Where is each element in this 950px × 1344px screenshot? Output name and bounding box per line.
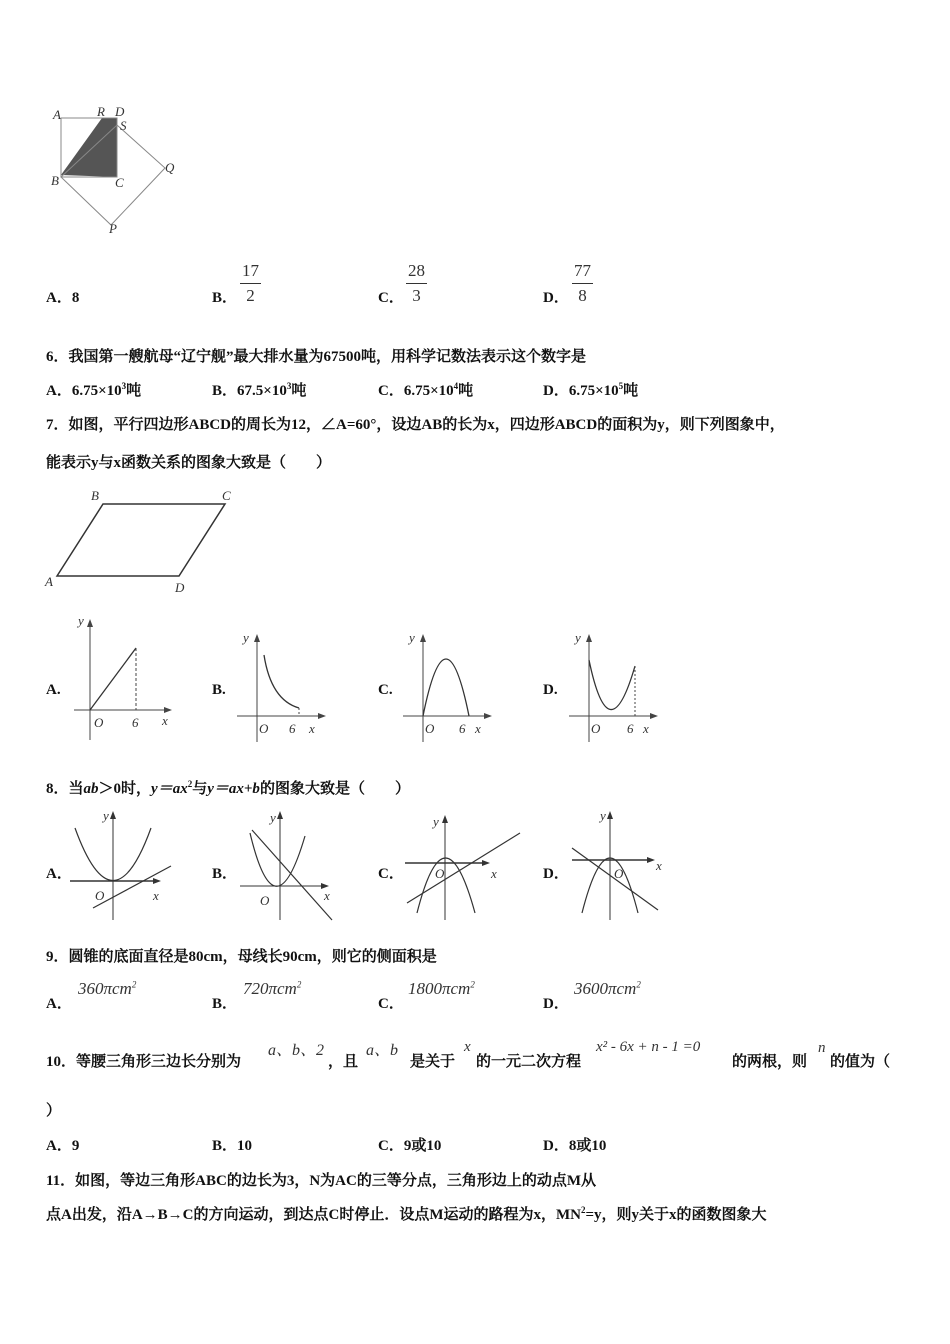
svg-text:x: x bbox=[491, 866, 497, 881]
q10-option-b[interactable]: B．10 bbox=[212, 1138, 253, 1154]
q7-graph-b[interactable] bbox=[237, 630, 332, 745]
svg-text:y: y bbox=[575, 630, 581, 645]
svg-text:C: C bbox=[222, 488, 231, 503]
q9-option-c-letter[interactable]: C． bbox=[378, 996, 404, 1012]
q5-figure bbox=[45, 105, 185, 240]
svg-text:O: O bbox=[591, 721, 601, 736]
svg-text:D: D bbox=[115, 104, 125, 119]
q5-option-b-fraction: $\frac{17}{2}$ bbox=[242, 261, 259, 305]
svg-text:C: C bbox=[115, 175, 124, 190]
svg-text:x: x bbox=[643, 721, 649, 736]
svg-text:D: D bbox=[175, 580, 185, 595]
svg-text:A: A bbox=[45, 574, 53, 589]
q10-stem-p1: 10．等腰三角形三边长分别为 bbox=[46, 1054, 242, 1070]
q10-math-ab: a、b bbox=[366, 1042, 399, 1059]
svg-text:x: x bbox=[162, 713, 168, 728]
q8-stem: 8．当ab＞0时，$y=ax^2$与y＝ax+b的图象大致是（ ） bbox=[46, 779, 410, 797]
q10-option-a[interactable]: A．9 bbox=[46, 1138, 80, 1154]
q7-parallelogram-figure bbox=[45, 488, 240, 598]
svg-text:O: O bbox=[259, 721, 269, 736]
q9-stem: 9．圆锥的底面直径是80cm，母线长90cm，则它的侧面积是 bbox=[46, 949, 437, 965]
q8-graph-d[interactable] bbox=[570, 808, 670, 923]
q7-graph-a[interactable] bbox=[70, 615, 175, 745]
q9-option-d-value: 3600πcm$^2$ bbox=[574, 979, 641, 998]
svg-text:B: B bbox=[91, 488, 99, 503]
q10-stem-p6: 的值为（ bbox=[830, 1054, 891, 1070]
q9-option-a-letter[interactable]: A． bbox=[46, 996, 72, 1012]
q5-option-c-letter[interactable]: C． bbox=[378, 290, 404, 306]
svg-text:y: y bbox=[409, 630, 415, 645]
q10-stem-close: ） bbox=[46, 1103, 62, 1119]
q7-option-b-label[interactable]: B. bbox=[212, 682, 226, 698]
q9-option-d-letter[interactable]: D． bbox=[543, 996, 569, 1012]
q8-option-d-label[interactable]: D． bbox=[543, 866, 569, 882]
q8-option-b-label[interactable]: B． bbox=[212, 866, 238, 882]
q7-option-d-label[interactable]: D. bbox=[543, 682, 558, 698]
svg-text:6: 6 bbox=[459, 721, 466, 736]
q10-math-x: x bbox=[464, 1039, 471, 1055]
svg-text:6: 6 bbox=[627, 721, 634, 736]
q7-graph-d[interactable] bbox=[569, 630, 664, 745]
q5-option-d-fraction: $\frac{77}{8}$ bbox=[574, 261, 591, 305]
svg-text:S: S bbox=[120, 118, 127, 133]
q7-stem-line2: 能表示y与x函数关系的图象大致是（ ） bbox=[46, 455, 332, 471]
q5-option-c-fraction: $\frac{28}{3}$ bbox=[408, 261, 425, 305]
q8-graph-c[interactable] bbox=[405, 808, 525, 923]
q7-option-c-label[interactable]: C. bbox=[378, 682, 393, 698]
svg-text:O: O bbox=[614, 866, 624, 881]
q7-stem-line1: 7．如图，平行四边形ABCD的周长为12，∠A=60°，设边AB的长为x，四边形ABCD的面积为y，则下列图象中， bbox=[46, 417, 785, 433]
svg-text:y: y bbox=[433, 814, 439, 829]
q7-graph-c[interactable] bbox=[403, 630, 498, 745]
q11-stem-line1: 11．如图，等边三角形ABC的边长为3，N为AC的三等分点，三角形边上的动点M从 bbox=[46, 1173, 597, 1189]
q5-option-b-letter[interactable]: B． bbox=[212, 290, 238, 306]
q8-graph-b[interactable] bbox=[240, 808, 345, 923]
q11-stem-line2: 点A出发，沿A→B→C的方向运动，到达点C时停止．设点M运动的路程为x，$MN^2=y$，则y关于x的函数图象大 bbox=[46, 1205, 767, 1223]
q10-option-d[interactable]: D．8或10 bbox=[543, 1138, 607, 1154]
q9-option-c-value: 1800πcm$^2$ bbox=[408, 979, 475, 998]
q10-math-n: n bbox=[818, 1040, 826, 1056]
svg-text:B: B bbox=[51, 173, 59, 188]
svg-text:y: y bbox=[78, 613, 84, 628]
svg-text:Q: Q bbox=[165, 160, 175, 175]
svg-text:O: O bbox=[435, 866, 445, 881]
q10-stem-p2: ，且 bbox=[328, 1054, 359, 1070]
q10-option-c[interactable]: C．9或10 bbox=[378, 1138, 442, 1154]
q6-option-b[interactable]: B．$67.5\times 10^3$吨 bbox=[212, 381, 307, 399]
svg-text:x: x bbox=[309, 721, 315, 736]
svg-text:O: O bbox=[95, 888, 105, 903]
q8-option-a-label[interactable]: A． bbox=[46, 866, 72, 882]
svg-text:y: y bbox=[103, 808, 109, 823]
svg-text:x: x bbox=[153, 888, 159, 903]
q9-option-b-letter[interactable]: B． bbox=[212, 996, 238, 1012]
option-value: 8 bbox=[71, 290, 80, 306]
q5-option-d-letter[interactable]: D． bbox=[543, 290, 569, 306]
svg-text:y: y bbox=[600, 808, 606, 823]
q9-option-b-value: 720πcm$^2$ bbox=[243, 979, 302, 998]
q10-math-sides: a、b、2 bbox=[268, 1042, 325, 1059]
svg-text:A: A bbox=[53, 107, 61, 122]
q10-math-equation: x² - 6x + n - 1 =0 bbox=[596, 1039, 701, 1055]
svg-text:y: y bbox=[270, 810, 276, 825]
svg-text:O: O bbox=[260, 893, 270, 908]
q10-stem-p4: 的一元二次方程 bbox=[476, 1054, 582, 1070]
svg-text:y: y bbox=[243, 630, 249, 645]
svg-text:P: P bbox=[109, 221, 117, 236]
q10-stem-p5: 的两根，则 bbox=[732, 1054, 808, 1070]
svg-text:x: x bbox=[656, 858, 662, 873]
svg-text:x: x bbox=[475, 721, 481, 736]
q6-option-a[interactable]: A．$6.75\times 10^3$吨 bbox=[46, 381, 142, 399]
svg-text:x: x bbox=[324, 888, 330, 903]
svg-text:O: O bbox=[94, 715, 104, 730]
q6-option-d[interactable]: D．$6.75\times 10^5$吨 bbox=[543, 381, 639, 399]
svg-text:6: 6 bbox=[289, 721, 296, 736]
q10-stem-p3: 是关于 bbox=[410, 1054, 456, 1070]
q5-option-a[interactable] bbox=[46, 286, 79, 307]
q9-option-a-value: 360πcm$^2$ bbox=[78, 979, 137, 998]
q6-stem: 6．我国第一艘航母“辽宁舰”最大排水量为67500吨，用科学记数法表示这个数字是 bbox=[46, 349, 587, 365]
q6-option-c[interactable]: C．$6.75\times 10^4$吨 bbox=[378, 381, 474, 399]
q8-option-c-label[interactable]: C． bbox=[378, 866, 404, 882]
svg-text:R: R bbox=[97, 104, 105, 119]
svg-text:O: O bbox=[425, 721, 435, 736]
option-letter: A． bbox=[46, 290, 72, 306]
q7-option-a-label[interactable]: A. bbox=[46, 682, 61, 698]
q8-graph-a[interactable] bbox=[75, 808, 180, 923]
svg-text:6: 6 bbox=[132, 715, 139, 730]
